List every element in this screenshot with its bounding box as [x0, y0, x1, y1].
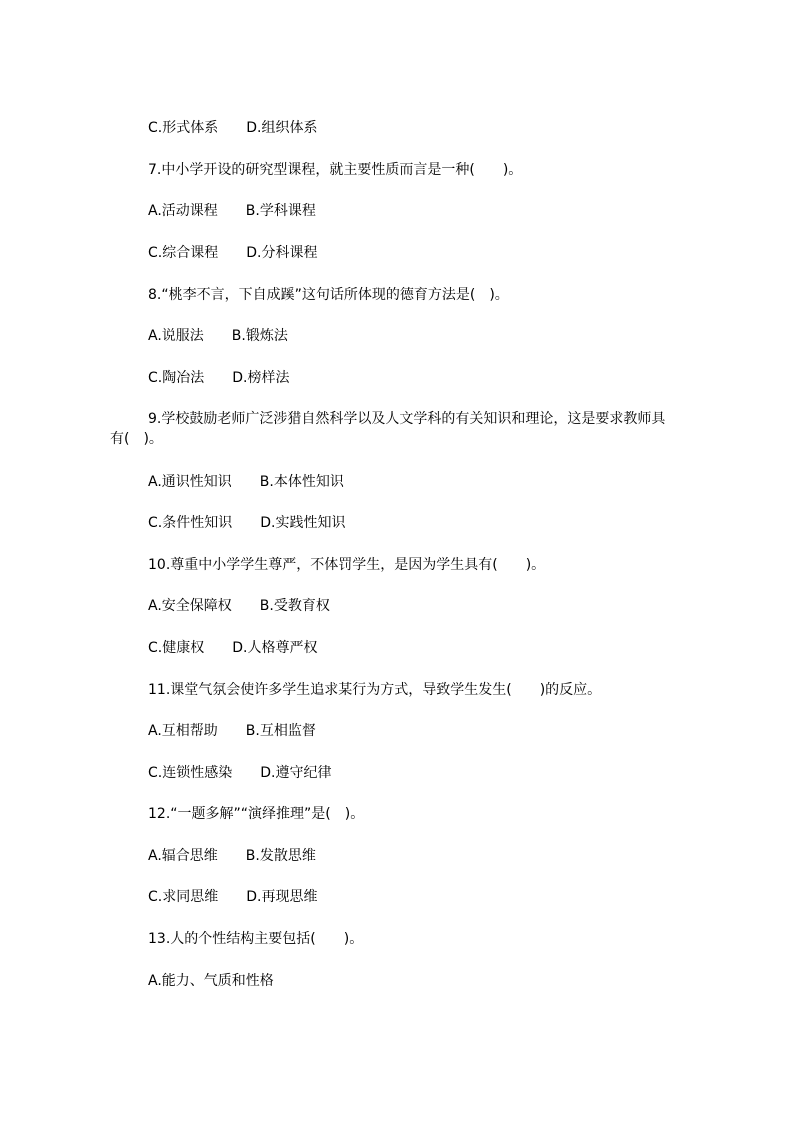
question-13: 13.人的个性结构主要包括( )。: [148, 931, 364, 947]
option-line: A.说服法 B.锻炼法: [148, 328, 288, 344]
question-9: 9.学校鼓励老师广泛涉猎自然科学以及人文学科的有关知识和理论，这是要求教师具有( )。: [110, 411, 666, 447]
question-12: 12.“一题多解”“演绎推理”是( )。: [148, 806, 365, 822]
option-line: A.辐合思维 B.发散思维: [148, 848, 316, 864]
option-line: C.形式体系 D.组织体系: [148, 120, 318, 136]
question-8: 8.“桃李不言，下自成蹊”这句话所体现的德育方法是( )。: [148, 287, 509, 303]
option-line: C.陶冶法 D.榜样法: [148, 370, 290, 386]
option-line: A.通识性知识 B.本体性知识: [148, 474, 344, 490]
option-line: A.能力、气质和性格: [148, 973, 274, 989]
question-11: 11.课堂气氛会使许多学生追求某行为方式，导致学生发生( )的反应。: [148, 682, 602, 698]
option-line: C.综合课程 D.分科课程: [148, 245, 318, 261]
option-line: C.求同思维 D.再现思维: [148, 889, 318, 905]
option-line: C.条件性知识 D.实践性知识: [148, 515, 346, 531]
option-line: A.活动课程 B.学科课程: [148, 203, 316, 219]
question-10: 10.尊重中小学学生尊严，不体罚学生，是因为学生具有( )。: [148, 557, 546, 573]
option-line: C.连锁性感染 D.遵守纪律: [148, 765, 332, 781]
option-line: A.安全保障权 B.受教育权: [148, 598, 330, 614]
question-7: 7.中小学开设的研究型课程，就主要性质而言是一种( )。: [148, 162, 523, 178]
option-line: A.互相帮助 B.互相监督: [148, 723, 316, 739]
option-line: C.健康权 D.人格尊严权: [148, 640, 318, 656]
